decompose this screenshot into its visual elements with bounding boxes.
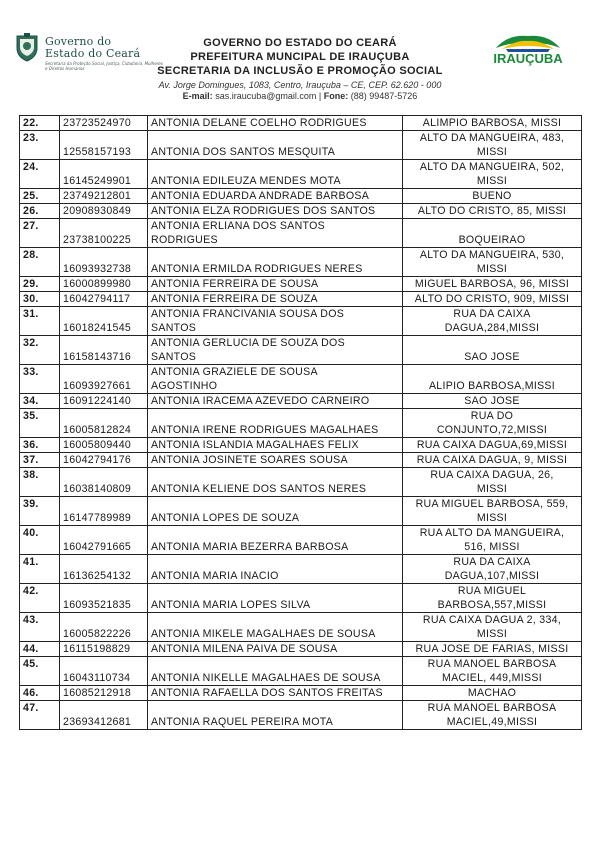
row-number-text: 22.: [23, 117, 39, 129]
row-address-text: RUA DO: [470, 410, 514, 422]
row-nis: [60, 686, 148, 701]
row-nis-text: 16005822226: [63, 628, 132, 640]
row-name-text: RODRIGUES: [151, 234, 218, 246]
row-name-text: ANTONIA FERREIRA DE SOUZA: [151, 293, 318, 305]
row-number-text: 43.: [23, 614, 39, 626]
row-address: [403, 701, 582, 730]
row-nis-text: 16147789989: [63, 512, 132, 524]
row-address: [403, 497, 582, 526]
table-row: [20, 686, 582, 701]
row-name: [148, 116, 403, 131]
row-nis: [60, 613, 148, 642]
row-nis: [60, 116, 148, 131]
row-name-text: ANTONIA MARIA INACIO: [151, 570, 279, 582]
row-number-text: 27.: [23, 220, 39, 232]
row-address: [403, 555, 582, 584]
row-nis: [60, 657, 148, 686]
table-row: [20, 468, 582, 497]
row-address-text: RUA CAIXA DAGUA, 26,: [430, 469, 554, 481]
government-ceara-logo: [14, 32, 164, 82]
row-nis-text: 16145249901: [63, 175, 132, 187]
row-nis-text: 16038140809: [63, 483, 132, 495]
row-name-text: ANTONIA MARIA LOPES SILVA: [151, 599, 311, 611]
row-nis-text: 16136254132: [63, 570, 132, 582]
table-row: [20, 497, 582, 526]
row-name-text: ANTONIA RAFAELLA DOS SANTOS FREITAS: [151, 687, 383, 699]
row-address-text: ALTO DO CRISTO, 909, MISSI: [414, 293, 570, 305]
iraucuba-logo-text: IRAUÇUBA: [493, 51, 563, 66]
row-address: [403, 468, 582, 497]
row-nis: [60, 307, 148, 336]
row-address-text: 516, MISSI: [464, 541, 520, 553]
row-name-text: ANTONIA NIKELLE MAGALHAES DE SOUSA: [151, 672, 381, 684]
row-name-text: ANTONIA KELIENE DOS SANTOS NERES: [151, 483, 367, 495]
row-number-text: 26.: [23, 205, 39, 217]
row-address: [403, 131, 582, 160]
row-nis-text: 16018241545: [63, 322, 132, 334]
row-address-text: DAGUA,284,MISSI: [444, 322, 540, 334]
row-name-text: ANTONIA GRAZIELE DE SOUSA: [151, 366, 318, 378]
row-name-text: ANTONIA LOPES DE SOUZA: [151, 512, 300, 524]
row-address: [403, 394, 582, 409]
iraucuba-logo-icon: [488, 32, 568, 72]
row-address: [403, 160, 582, 189]
table-row: [20, 204, 582, 219]
row-address: [403, 248, 582, 277]
row-number: [20, 336, 60, 365]
row-number-text: 46.: [23, 687, 39, 699]
row-name-text: SANTOS: [151, 322, 197, 334]
row-number: [20, 497, 60, 526]
row-name: [148, 526, 403, 555]
row-address-text: RUA CAIXA DAGUA,69,MISSI: [416, 439, 568, 451]
row-name-text: AGOSTINHO: [151, 380, 218, 392]
row-address: [403, 116, 582, 131]
header-title-state: GOVERNO DO ESTADO DO CEARÁ: [203, 37, 397, 49]
row-address-text: MACHAO: [467, 687, 517, 699]
row-name-text: ANTONIA ISLANDIA MAGALHAES FELIX: [151, 439, 359, 451]
row-number: [20, 657, 60, 686]
row-name-text: ANTONIA FRANCIVANIA SOUSA DOS: [151, 308, 345, 320]
row-address: [403, 686, 582, 701]
row-address-text: RUA ALTO DA MANGUEIRA,: [419, 527, 565, 539]
row-name-text: ANTONIA GERLUCIA DE SOUZA DOS: [151, 337, 345, 349]
row-address-text: RUA DA CAIXA: [453, 308, 531, 320]
row-nis: [60, 642, 148, 657]
row-address: [403, 613, 582, 642]
table-row: [20, 657, 582, 686]
row-address-text: CONJUNTO,72,MISSI: [436, 424, 548, 436]
row-name-text: ANTONIA DOS SANTOS MESQUITA: [151, 146, 336, 158]
table-row: [20, 219, 582, 248]
row-number-text: 45.: [23, 658, 39, 670]
row-address-text: MISSI: [476, 175, 508, 187]
row-number: [20, 292, 60, 307]
row-name-text: ANTONIA FERREIRA DE SOUSA: [151, 278, 319, 290]
row-address: [403, 584, 582, 613]
row-nis: [60, 409, 148, 438]
row-address-text: MISSI: [476, 628, 508, 640]
row-number: [20, 116, 60, 131]
row-nis-text: 16115198829: [63, 643, 131, 655]
row-address-text: RUA CAIXA DAGUA, 9, MISSI: [416, 454, 568, 466]
row-number: [20, 189, 60, 204]
row-name-text: ANTONIA IRACEMA AZEVEDO CARNEIRO: [151, 395, 370, 407]
row-name-text: ANTONIA MILENA PAIVA DE SOUSA: [151, 643, 338, 655]
phone-value: (88) 99487-5726: [350, 91, 418, 101]
row-nis-text: 16000899980: [63, 278, 132, 290]
row-nis-text: 16091224140: [63, 395, 132, 407]
row-name-text: ANTONIA MIKELE MAGALHAES DE SOUSA: [151, 628, 376, 640]
row-address-text: MACIEL, 449,MISSI: [442, 672, 542, 684]
row-address-text: RUA MANOEL BARBOSA: [427, 702, 557, 714]
beneficiary-table: [19, 115, 582, 730]
row-address: [403, 307, 582, 336]
row-address-text: MISSI: [476, 483, 508, 495]
row-name-text: ANTONIA RAQUEL PEREIRA MOTA: [151, 716, 334, 728]
logo-line-2: Estado do Ceará: [45, 47, 141, 60]
row-number-text: 44.: [23, 643, 39, 655]
row-nis-text: 16043110734: [63, 672, 131, 684]
row-number: [20, 248, 60, 277]
row-nis-text: 16005812824: [63, 424, 132, 436]
row-address-text: RUA JOSE DE FARIAS, MISSI: [415, 643, 569, 655]
row-name: [148, 248, 403, 277]
row-nis: [60, 336, 148, 365]
table-row: [20, 394, 582, 409]
row-nis-text: 16093521835: [63, 599, 132, 611]
row-number: [20, 204, 60, 219]
row-nis: [60, 365, 148, 394]
row-name-text: ANTONIA JOSINETE SOARES SOUSA: [151, 454, 348, 466]
row-address: [403, 219, 582, 248]
row-name: [148, 277, 403, 292]
row-address-text: DAGUA,107,MISSI: [444, 570, 540, 582]
row-number-text: 35.: [23, 410, 39, 422]
row-name-text: SANTOS: [151, 351, 197, 363]
row-name-text: ANTONIA ELZA RODRIGUES DOS SANTOS: [151, 205, 376, 217]
row-name: [148, 642, 403, 657]
row-address: [403, 189, 582, 204]
table-row: [20, 248, 582, 277]
row-name: [148, 686, 403, 701]
header-contact: [150, 91, 450, 102]
row-address-text: BUENO: [472, 190, 512, 202]
contact-separator: |: [318, 91, 322, 101]
row-number-text: 33.: [23, 366, 39, 378]
row-address-text: ALIMPIO BARBOSA, MISSI: [422, 117, 562, 129]
row-nis-text: 23723524970: [63, 117, 132, 129]
row-address-text: ALTO DO CRISTO, 85, MISSI: [417, 205, 567, 217]
row-nis: [60, 219, 148, 248]
row-address-text: SAO JOSE: [464, 395, 520, 407]
row-number-text: 38.: [23, 469, 39, 481]
ceara-crest-icon: [14, 32, 40, 62]
row-name: [148, 613, 403, 642]
table-row: [20, 365, 582, 394]
row-number-text: 25.: [23, 190, 39, 202]
row-nis: [60, 584, 148, 613]
row-address-text: RUA MANOEL BARBOSA: [427, 658, 557, 670]
row-address-text: SAO JOSE: [464, 351, 520, 363]
row-name-text: ANTONIA IRENE RODRIGUES MAGALHAES: [151, 424, 379, 436]
row-address-text: MISSI: [476, 512, 508, 524]
row-address: [403, 453, 582, 468]
row-name: [148, 394, 403, 409]
row-address-text: BOQUEIRAO: [458, 234, 526, 246]
table-row: [20, 453, 582, 468]
row-nis: [60, 160, 148, 189]
row-number-text: 40.: [23, 527, 39, 539]
row-number: [20, 365, 60, 394]
row-nis: [60, 468, 148, 497]
row-name: [148, 131, 403, 160]
row-nis: [60, 497, 148, 526]
row-name: [148, 497, 403, 526]
row-number-text: 37.: [23, 454, 39, 466]
row-nis-text: 16042794176: [63, 454, 132, 466]
row-nis-text: 23693412681: [63, 716, 132, 728]
row-number-text: 31.: [23, 308, 39, 320]
row-number-text: 24.: [23, 161, 39, 173]
row-address-text: MIGUEL BARBOSA, 96, MISSI: [414, 278, 570, 290]
row-address: [403, 336, 582, 365]
row-nis: [60, 555, 148, 584]
row-address-text: RUA MIGUEL: [457, 585, 527, 597]
table-row: [20, 438, 582, 453]
row-nis: [60, 189, 148, 204]
row-name-text: ANTONIA DELANE COELHO RODRIGUES: [151, 117, 367, 129]
row-nis: [60, 131, 148, 160]
logo-line-1: Governo do: [45, 35, 112, 48]
row-address-text: RUA MIGUEL BARBOSA, 559,: [415, 498, 569, 510]
row-number: [20, 686, 60, 701]
row-number-text: 34.: [23, 395, 39, 407]
row-nis: [60, 438, 148, 453]
row-address-text: RUA DA CAIXA: [453, 556, 531, 568]
row-number: [20, 394, 60, 409]
table-row: [20, 584, 582, 613]
row-address-text: BARBOSA,557,MISSI: [437, 599, 547, 611]
row-number-text: 39.: [23, 498, 39, 510]
row-nis-text: 16093932738: [63, 263, 132, 275]
row-nis: [60, 292, 148, 307]
row-number-text: 36.: [23, 439, 39, 451]
row-name: [148, 307, 403, 336]
row-nis-text: 16042791665: [63, 541, 132, 553]
table-row: [20, 292, 582, 307]
row-number: [20, 526, 60, 555]
row-number-text: 32.: [23, 337, 39, 349]
row-name: [148, 468, 403, 497]
row-address: [403, 409, 582, 438]
row-name: [148, 555, 403, 584]
row-number-text: 30.: [23, 293, 39, 305]
row-address-text: ALIPIO BARBOSA,MISSI: [428, 380, 556, 392]
row-nis-text: 23749212801: [63, 190, 132, 202]
row-number: [20, 468, 60, 497]
table-row: [20, 116, 582, 131]
table-row: [20, 189, 582, 204]
table-row: [20, 526, 582, 555]
row-number: [20, 701, 60, 730]
row-number: [20, 307, 60, 336]
row-address: [403, 526, 582, 555]
row-name: [148, 453, 403, 468]
row-nis-text: 12558157193: [63, 146, 132, 158]
row-address-text: ALTO DA MANGUEIRA, 530,: [419, 249, 565, 261]
row-number: [20, 555, 60, 584]
row-address: [403, 657, 582, 686]
iraucuba-logo: [488, 32, 568, 72]
row-name-text: ANTONIA ERMILDA RODRIGUES NERES: [151, 263, 363, 275]
phone-label: Fone:: [323, 91, 349, 101]
row-number: [20, 453, 60, 468]
row-number-text: 28.: [23, 249, 39, 261]
row-name-text: ANTONIA EDILEUZA MENDES MOTA: [151, 175, 341, 187]
header-title-secretariat: SECRETARIA DA INCLUSÃO E PROMOÇÃO SOCIAL: [157, 65, 443, 77]
table-row: [20, 307, 582, 336]
row-name: [148, 336, 403, 365]
row-address: [403, 642, 582, 657]
row-nis-text: 20908930849: [63, 205, 132, 217]
table-row: [20, 277, 582, 292]
row-address: [403, 204, 582, 219]
row-nis-text: 16158143716: [63, 351, 132, 363]
header-title-prefecture: PREFEITURA MUNCIPAL DE IRAUÇUBA: [190, 51, 410, 63]
row-nis: [60, 453, 148, 468]
row-name: [148, 438, 403, 453]
row-nis-text: 23738100225: [63, 234, 132, 246]
row-address: [403, 277, 582, 292]
row-name: [148, 204, 403, 219]
row-number-text: 47.: [23, 702, 39, 714]
row-nis-text: 16085212918: [63, 687, 132, 699]
row-number: [20, 409, 60, 438]
row-name: [148, 189, 403, 204]
header-address: Av. Jorge Domingues, 1083, Centro, Irauçuba – CE, CEP. 62.620 - 000: [158, 80, 442, 90]
table-row: [20, 642, 582, 657]
row-nis: [60, 394, 148, 409]
row-nis: [60, 277, 148, 292]
beneficiary-table-body: [20, 116, 582, 730]
row-name-text: ANTONIA EDUARDA ANDRADE BARBOSA: [151, 190, 370, 202]
row-number-text: 23.: [23, 132, 39, 144]
row-address-text: MACIEL,49,MISSI: [446, 716, 538, 728]
row-name: [148, 701, 403, 730]
table-row: [20, 701, 582, 730]
row-address: [403, 438, 582, 453]
row-number: [20, 219, 60, 248]
row-address: [403, 292, 582, 307]
row-number-text: 41.: [23, 556, 39, 568]
row-number: [20, 642, 60, 657]
row-nis-text: 16005809440: [63, 439, 132, 451]
row-nis: [60, 204, 148, 219]
row-number-text: 42.: [23, 585, 39, 597]
email-label: E-mail:: [182, 91, 213, 101]
header-titles: [150, 36, 450, 102]
row-address-text: MISSI: [476, 263, 508, 275]
row-number: [20, 160, 60, 189]
row-number-text: 29.: [23, 278, 39, 290]
row-name: [148, 584, 403, 613]
table-row: [20, 555, 582, 584]
email-value: sas.iraucuba@gmail.com: [215, 91, 317, 101]
row-address-text: ALTO DA MANGUEIRA, 483,: [419, 132, 565, 144]
table-row: [20, 160, 582, 189]
row-number: [20, 438, 60, 453]
row-name-text: ANTONIA MARIA BEZERRA BARBOSA: [151, 541, 349, 553]
row-name: [148, 160, 403, 189]
row-address: [403, 365, 582, 394]
row-number: [20, 131, 60, 160]
table-row: [20, 613, 582, 642]
row-nis: [60, 526, 148, 555]
row-name: [148, 409, 403, 438]
row-address-text: RUA CAIXA DAGUA 2, 334,: [422, 614, 562, 626]
row-address-text: ALTO DA MANGUEIRA, 502,: [419, 161, 565, 173]
row-name-text: ANTONIA ERLIANA DOS SANTOS: [151, 220, 326, 232]
table-row: [20, 131, 582, 160]
row-number: [20, 584, 60, 613]
row-name: [148, 292, 403, 307]
table-row: [20, 409, 582, 438]
row-nis-text: 16042794117: [63, 293, 131, 305]
table-row: [20, 336, 582, 365]
row-name: [148, 365, 403, 394]
row-nis: [60, 248, 148, 277]
row-nis: [60, 701, 148, 730]
logo-subtitle: Secretaria da Proteção Social, Justiça, Cidadania, Mulheres e Direitos Humanos: [45, 61, 163, 71]
row-number: [20, 613, 60, 642]
row-address-text: MISSI: [476, 146, 508, 158]
row-name: [148, 219, 403, 248]
row-nis-text: 16093927661: [63, 380, 132, 392]
row-number: [20, 277, 60, 292]
row-name: [148, 657, 403, 686]
document-header: [0, 0, 600, 118]
